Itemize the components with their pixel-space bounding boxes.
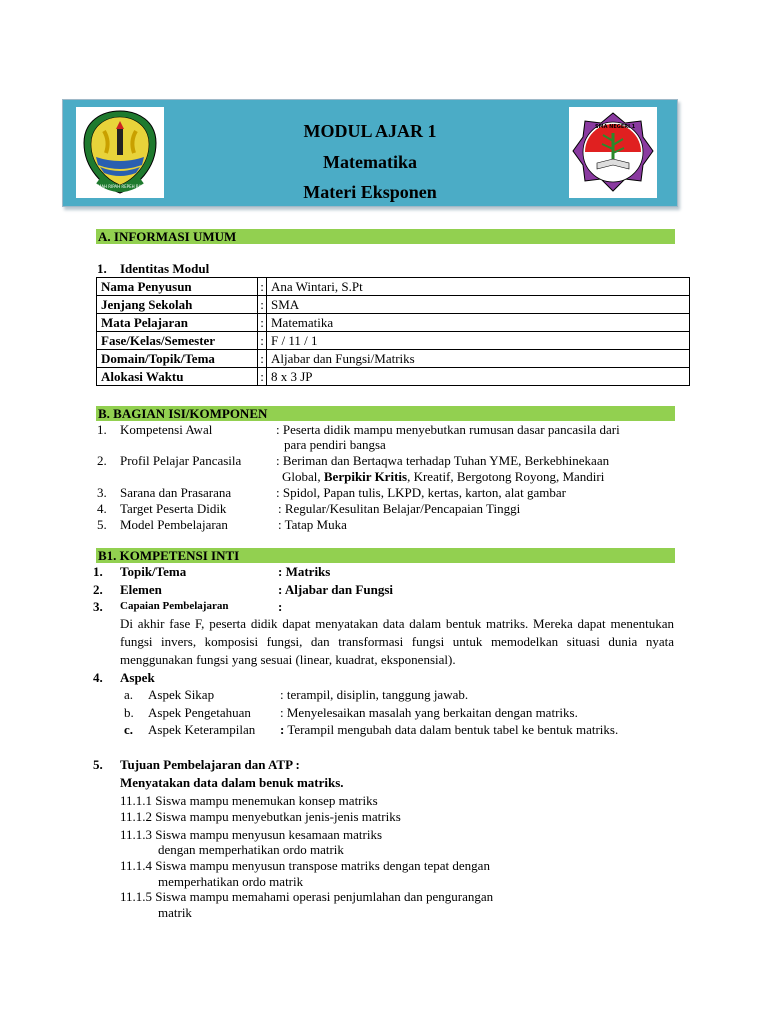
aspect-name: Aspek Sikap bbox=[148, 687, 215, 702]
list-label: Model Pembelajaran bbox=[120, 517, 228, 532]
achievement-colon: : bbox=[278, 599, 283, 614]
identity-table bbox=[96, 277, 690, 386]
module-title: MODUL AJAR 1 bbox=[303, 121, 437, 141]
list-value: : Spidol, Papan tulis, LKPD, kertas, karton, alat gambar bbox=[276, 485, 566, 500]
identity-title: Identitas Modul bbox=[120, 261, 210, 276]
school-logo bbox=[569, 107, 657, 198]
table-row bbox=[97, 296, 690, 314]
objective-item-continued: dengan memperhatikan ordo matrik bbox=[158, 842, 344, 857]
module-material: Materi Eksponen bbox=[303, 182, 437, 202]
table-row bbox=[97, 332, 690, 350]
profile-highlight: Berpikir Kritis bbox=[323, 469, 408, 484]
row-key: Jenjang Sekolah bbox=[97, 296, 258, 314]
list-value: : Tatap Muka bbox=[278, 517, 347, 532]
row-value: Matematika bbox=[267, 314, 690, 332]
row-key: Domain/Topik/Tema bbox=[97, 350, 258, 368]
aspect-letter: c. bbox=[124, 722, 134, 737]
aspect-value: Terampil mengubah data dalam bentuk tabel ke bentuk matriks. bbox=[284, 722, 619, 737]
row-key: Alokasi Waktu bbox=[97, 368, 258, 386]
row-value: SMA bbox=[267, 296, 690, 314]
list-label: Sarana dan Prasarana bbox=[120, 485, 232, 500]
table-row bbox=[97, 278, 690, 296]
objective-item-continued: matrik bbox=[158, 905, 192, 920]
list-value: : Beriman dan Bertaqwa terhadap Tuhan YME, Berkebhinekaan bbox=[276, 453, 610, 468]
list-number: 2. bbox=[93, 582, 103, 597]
table-row bbox=[97, 350, 690, 368]
row-colon: : bbox=[258, 332, 267, 350]
aspect-name: Aspek Pengetahuan bbox=[148, 705, 251, 720]
table-row bbox=[97, 368, 690, 386]
achievement-label: Capaian Pembelajaran bbox=[120, 600, 229, 612]
profile-text-end: , Kreatif, Bergotong Royong, Mandiri bbox=[407, 469, 605, 484]
profile-text: Global, bbox=[282, 469, 324, 484]
list-number: 1. bbox=[97, 422, 107, 437]
school-logo-name: SMA NEGERI 1 bbox=[595, 124, 636, 130]
objective-item: 11.1.5 Siswa mampu memahami operasi penjumlahan dan pengurangan bbox=[120, 889, 494, 904]
list-number: 2. bbox=[97, 453, 107, 468]
list-label: Kompetensi Awal bbox=[120, 422, 213, 437]
aspect-value: : Menyelesaikan masalah yang berkaitan dengan matriks. bbox=[280, 705, 578, 720]
objectives-label: Tujuan Pembelajaran dan ATP : bbox=[120, 757, 300, 772]
row-key: Fase/Kelas/Semester bbox=[97, 332, 258, 350]
objective-item: 11.1.3 Siswa mampu menyusun kesamaan matriks bbox=[120, 827, 383, 842]
aspect-label: Aspek bbox=[120, 670, 155, 685]
list-value-continued bbox=[282, 469, 604, 484]
row-colon: : bbox=[258, 314, 267, 332]
row-value: Aljabar dan Fungsi/Matriks bbox=[267, 350, 690, 368]
list-number: 3. bbox=[97, 485, 107, 500]
objective-item-continued: memperhatikan ordo matrik bbox=[158, 874, 304, 889]
section-b1-header: B1. KOMPETENSI INTI bbox=[96, 548, 675, 563]
aspect-value-line bbox=[280, 722, 618, 737]
section-b-header: B. BAGIAN ISI/KOMPONEN bbox=[96, 406, 675, 421]
element-value: : Aljabar dan Fungsi bbox=[278, 582, 393, 597]
objective-item: 11.1.2 Siswa mampu menyebutkan jenis-jenis matriks bbox=[120, 809, 401, 824]
objectives-subtitle: Menyatakan data dalam benuk matriks. bbox=[120, 775, 344, 790]
aspect-name: Aspek Keterampilan bbox=[148, 722, 256, 737]
list-label: Target Peserta Didik bbox=[120, 501, 227, 516]
row-colon: : bbox=[258, 296, 267, 314]
row-value: 8 x 3 JP bbox=[267, 368, 690, 386]
section-a-header: A. INFORMASI UMUM bbox=[96, 229, 675, 244]
list-number: 3. bbox=[93, 599, 103, 614]
list-value-continued: para pendiri bangsa bbox=[284, 437, 386, 452]
list-number: 4. bbox=[93, 670, 103, 685]
topic-label: Topik/Tema bbox=[120, 564, 187, 579]
list-number: 5. bbox=[93, 757, 103, 772]
objective-item: 11.1.4 Siswa mampu menyusun transpose matriks dengan tepat dengan bbox=[120, 858, 490, 873]
row-key: Mata Pelajaran bbox=[97, 314, 258, 332]
row-value: F / 11 / 1 bbox=[267, 332, 690, 350]
row-value: Ana Wintari, S.Pt bbox=[267, 278, 690, 296]
list-number: 5. bbox=[97, 517, 107, 532]
row-colon: : bbox=[258, 368, 267, 386]
element-label: Elemen bbox=[120, 582, 162, 597]
list-number: 1. bbox=[93, 564, 103, 579]
header-banner bbox=[62, 99, 678, 207]
list-value: : Peserta didik mampu menyebutkan rumusan dasar pancasila dari bbox=[276, 422, 620, 437]
row-colon: : bbox=[258, 350, 267, 368]
list-value: : Regular/Kesulitan Belajar/Pencapaian Tinggi bbox=[278, 501, 521, 516]
module-subject: Matematika bbox=[323, 152, 417, 172]
row-key: Nama Penyusun bbox=[97, 278, 258, 296]
school-emblem-icon bbox=[569, 107, 657, 198]
identity-number: 1. bbox=[97, 261, 107, 276]
row-colon: : bbox=[258, 278, 267, 296]
list-label: Profil Pelajar Pancasila bbox=[120, 453, 242, 468]
table-row bbox=[97, 314, 690, 332]
achievement-text: Di akhir fase F, peserta didik dapat menyatakan data dalam bentuk matriks. Mereka dapat menentukan fungsi invers, komposisi fungsi, dan transformasi fungsi untuk memodelkan situasi dunia nyata menggunakan fungsi yang sesuai (linear, kuadrat, eksponensial). bbox=[120, 616, 674, 667]
aspect-letter: a. bbox=[124, 687, 134, 702]
province-logo-motto: GEMAH RIPAH REPEH RAPIH bbox=[92, 184, 148, 189]
list-number: 4. bbox=[97, 501, 107, 516]
topic-value: : Matriks bbox=[278, 564, 331, 579]
aspect-colon: : bbox=[280, 722, 285, 737]
objective-item: 11.1.1 Siswa mampu menemukan konsep matriks bbox=[120, 793, 378, 808]
aspect-value: : terampil, disiplin, tanggung jawab. bbox=[280, 687, 469, 702]
aspect-letter: b. bbox=[124, 705, 134, 720]
